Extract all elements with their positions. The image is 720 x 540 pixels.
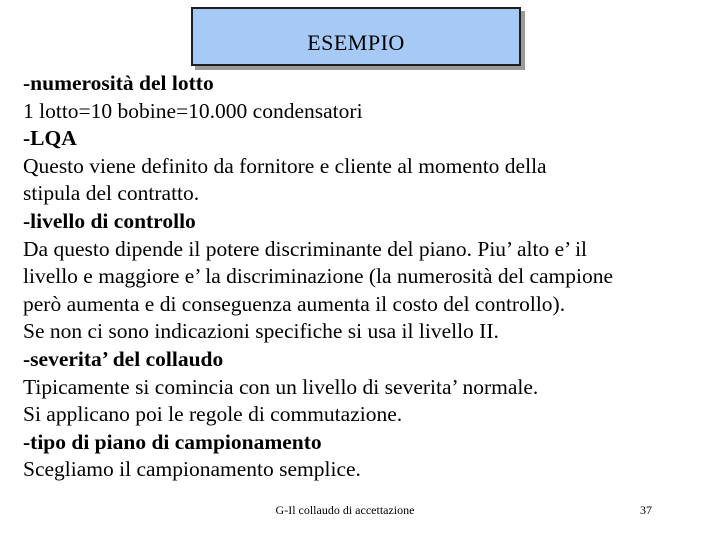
page-number: 37	[640, 503, 652, 517]
section-heading: -tipo di piano di campionamento	[23, 429, 322, 454]
body-text-line: Si applicano poi le regole di commutazione.	[23, 402, 403, 427]
body-text-line: Questo viene definito da fornitore e cliente al momento della	[23, 153, 547, 178]
title-box	[191, 7, 521, 66]
slide-body	[23, 70, 713, 484]
section-heading: -numerosità del lotto	[23, 71, 214, 95]
section-heading: -severita’ del collaudo	[23, 346, 224, 371]
body-text-line: livello e maggiore e’ la discriminazione (la numerosità del campione	[23, 264, 614, 289]
body-text-line: però aumenta e di conseguenza aumenta il costo del controllo).	[23, 291, 566, 316]
footer-caption: G-Il collaudo di accettazione	[275, 503, 415, 517]
body-text-line: Tipicamente si comincia con un livello di severita’ normale.	[23, 374, 539, 399]
body-text-line: 1 lotto=10 bobine=10.000 condensatori	[23, 98, 363, 123]
section-heading: -livello di controllo	[23, 208, 196, 233]
slide-title: ESEMPIO	[307, 30, 405, 55]
body-text-line: Scegliamo il campionamento semplice.	[23, 457, 361, 482]
body-text-line: Se non ci sono indicazioni specifiche si usa il livello II.	[23, 319, 499, 344]
section-heading: -LQA	[23, 126, 77, 151]
body-text-line: stipula del contratto.	[23, 181, 200, 206]
body-text-line: Da questo dipende il potere discriminante del piano. Piu’ alto e’ il	[23, 236, 588, 261]
